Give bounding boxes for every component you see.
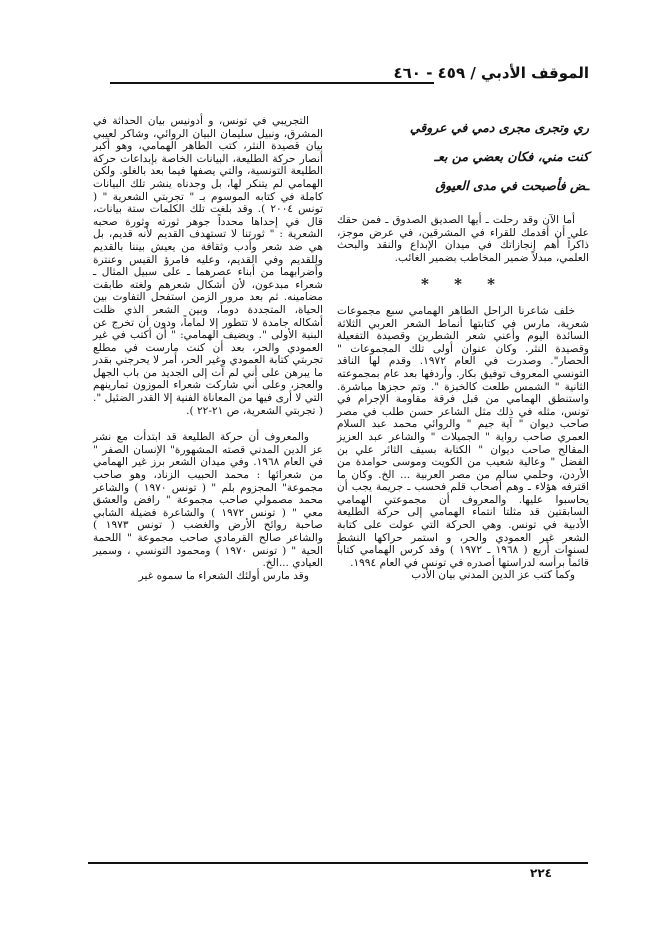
right-column	[337, 105, 589, 582]
footer-rule	[88, 862, 588, 864]
header-rule	[110, 82, 434, 84]
poem-verses	[337, 113, 589, 200]
poem-line: ـض فأصبحت في مدى العيوق	[435, 178, 589, 193]
body-paragraph: والمعروف أن حركة الطليعة قد ابتدأت مع نشر عز الدين المدني قصته المشهورة" الإنسان الصفر " في العام ١٩٦٨. وفي ميدان الشعر برز غير الهمامي من شعرائها : محمد الحبيب الزناد، وهو صاحب مجموعة" المجزوم بلم " ( تونس ١٩٧٠ ) والشاعر محمد مصمولي صاحب مجموعة " رافض والعشق معي " ( تونس ١٩٧٢ ) والشاعرة فضيلة الشابي صاحبة روائح الأرض والغضب ( تونس ١٩٧٣ ) والشاعر صالح القرمادي صاحب مجموعة " اللحمة الحية " ( تونس ١٩٧٠ ) ومحمود التونسي ، وسمير العيادي ...الخ.	[93, 431, 323, 570]
body-paragraph: التجريبي في تونس، و أدونيس بيان الحداثة في المشرق، ونبيل سليمان البيان الروائي، وشاكر لعيبي بيان قصيدة النثر، كتب الطاهر الهمامي، وهو أكبر أنصار حركة الطليعة، البيانات الخاصة بإبداعات حركة الطليعة التونسية، والتي يصفها فيما بعد بالغلو. ولكن الهمامي لم يتنكر لها، بل وجدناه ينشر تلك البيانات كاملة في كتابه الموسوم بـ " تجربتي الشعرية " ( تونس ٢٠٠٤ ). وقد بلغت تلك الكلمات ستة بيانات، قال في إحداها محدداً جوهر ثورته وثورة صحبه الشعرية : " ثورتنا لا تستهدف القديم لأنه قديم، بل هي ضد شعر وأدب وثقافة من يعيش بيننا بالقديم وللقديم وفي القديم، وعليه فامرؤ القيس وعنترة وأضرابهما من أبناء عصرهما ـ على سبيل المثال ـ شعراء مبدعون، لأن أشكال شعرهم ولغته طابقت مضامينه. ثم بعد مرور الزمن استفحل التفاوت بين الحياة، المتجددة دوماً، وبين الشعر الذي ظلت أشكاله جامدة لا تتطور إلا لماماً، ودون أن تخرج عن البنية الأولى ". ويضيف الهمامي: " أن أكتب في غير العمودي والحر، بعد أن كنت مارست في مطلع تجربتي كتابة العمودي وغير الحر، أمر لا يحرجني بقدر ما يبرهن على أني لم آت إلى الجديد من باب الجهل والعجز، وعلى أني شاركت شعراء الموزون تمارينهم التي لا أرى فيها من المعاناة الفنية إلا القدر الضئيل ". ( تجربتي الشعرية، ص ٢١-٢٢ ).	[93, 115, 323, 417]
body-paragraph: خلف شاعرنا الراحل الطاهر الهمامي سبع مجموعات شعرية، مارس في كتابتها أنماط الشعر العربي الثلاثة السائدة اليوم وأعني شعر الشطرين وقصيدة التفعيلة وقصيدة النثر. وكان عنوان أولى تلك المجموعات " الحصار". وصدرت في العام ١٩٧٢. وقدم لها الناقد التونسي المعروف توفيق بكار. وأردفها بعد عام بمجموعته الثانية " الشمس طلعت كالخبزة ". وتم حجزها مباشرة. واستنطق الهمامي من قبل فرقة مقاومة الإجرام في تونس، مثله في ذلك مثل الشاعر حسن طلب في مصر صاحب ديوان " آية جيم " والروائي محمد عبد السلام العمري صاحب رواية " الجميلات " والشاعر عبد العزيز المقالح صاحب ديوان " الكتابة بسيف الثائر علي بن الفضل " وعالية شعيب من الكويت وموسى حوامدة من الأردن، وحلمي سالم من مصر العربية ... الخ. وكان ما اقترفه هؤلاء ـ وهم أصحاب قلم فحسب ـ جريمة يجب أن يحاسبوا عليها. والمعروف أن مجموعتي الهمامي السابقتين قد مثلتا انتماء الهمامي إلى حركة الطليعة الأدبية في تونس. وهي الحركة التي عولت على كتابة الشعر غير العمودي والحر، و استمر حراكها النشط لسنوات أربع ( ١٩٦٨ ـ ١٩٧٢ ) وقد كرس الهمامي كتاباً قائماً برأسه لدراستها أصدره في تونس في العام ١٩٩٤.	[337, 304, 589, 569]
left-column	[93, 115, 323, 582]
body-paragraph: أما الآن وقد رحلت ـ أيها الصديق الصدوق ـ فمن حقك علي أن أقدمك للقراء في المشرقين، في عرض موجز، ذاكراً أهم إنجازاتك في ميدان الإبداع والنقد والبحث العلمي، مبدلاً ضمير المخاطب بضمير الغائب.	[337, 214, 589, 264]
journal-header-title: الموقف الأدبي / ٤٥٩ - ٤٦٠	[393, 64, 589, 82]
poem-line: ري وتجرى مجرى دمي في عروقي	[409, 120, 589, 135]
page-number: ٢٢٤	[530, 866, 552, 880]
section-divider-stars: * * *	[421, 275, 505, 294]
body-paragraph: وكما كتب عز الدين المدني بيان الأدب	[411, 569, 575, 582]
body-paragraph: وقد مارس أولئك الشعراء ما سموه غير	[138, 569, 309, 582]
poem-line: كنت مني، فكان بعضي من بعـ	[434, 149, 589, 164]
